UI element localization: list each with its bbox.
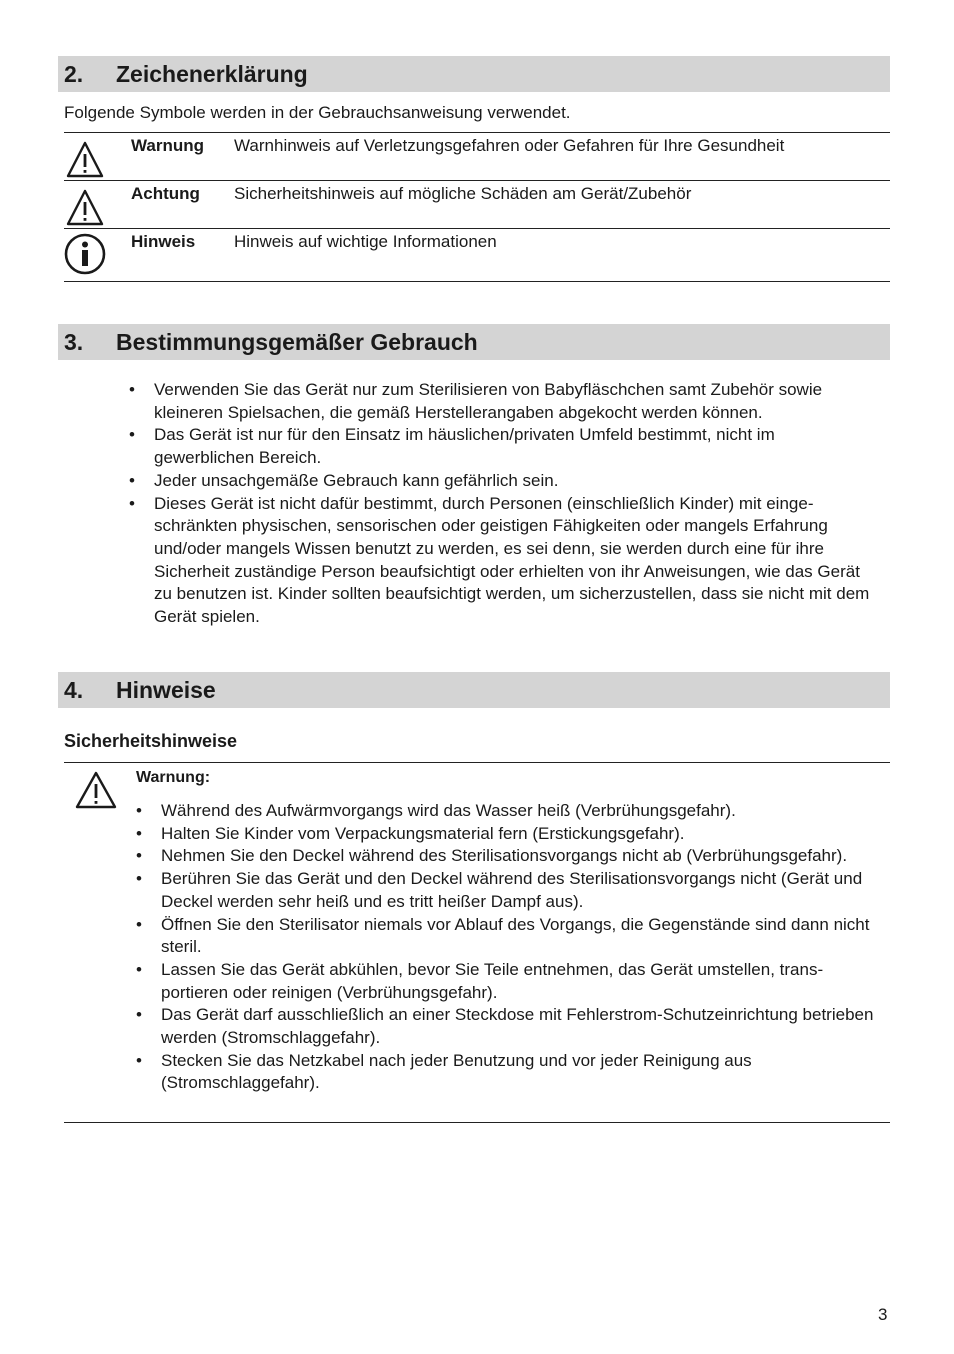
usage-list [129,379,874,629]
symbol-row-hinweis [64,229,890,277]
symbol-term: Hinweis [131,232,196,251]
list-item: • Während des Aufwärmvorgangs wird das Wasser heiß (Verbrühungsgefahr). [136,800,878,823]
list-item: • Stecken Sie das Netzkabel nach jeder Benutzung und vor jeder Reinigung aus (Stromschlaggefahr). [136,1050,878,1095]
symbol-term: Warnung [131,136,205,155]
list-item: • Berühren Sie das Gerät und den Deckel während des Sterilisationsvorgangs nicht (Gerät und Deckel werden sehr heiß und es tritt heißer Dampf aus). [136,868,878,913]
section-4-header [58,672,890,708]
safety-warning-list [136,800,878,1095]
symbol-row-achtung [64,181,890,229]
list-item: • Das Gerät darf ausschließlich an einer Steckdose mit Fehlerstrom-Schutzeinrichtung betrieben werden (Stromschlaggefahr). [136,1004,878,1049]
symbol-description: Hinweis auf wichtige Informationen [234,232,497,251]
symbol-description: Warnhinweis auf Verletzungsgefahren oder Gefahren für Ihre Gesundheit [234,136,785,155]
table-rule [64,281,890,282]
warning-triangle-icon [74,770,118,810]
warning-label: Warnung: [136,769,211,786]
page-number: 3 [878,1305,888,1324]
section-2-number: 2. [64,61,84,87]
list-item: • Nehmen Sie den Deckel während des Sterilisationsvorgangs nicht ab (Verbrühungsgefahr). [136,845,878,868]
info-circle-icon [64,233,106,275]
section-2-title: Zeichenerklärung [116,61,308,87]
warning-box-bottom-rule [64,1122,890,1123]
section-3-header [58,324,890,360]
list-item: • Halten Sie Kinder vom Verpackungsmaterial fern (Erstickungsgefahr). [136,823,878,846]
symbol-description: Sicherheitshinweis auf mögliche Schäden am Gerät/Zubehör [234,184,692,203]
section-3-number: 3. [64,329,84,355]
warning-triangle-icon [64,139,106,181]
section-4-number: 4. [64,677,84,703]
symbol-row-warnung [64,133,890,181]
list-item: • Verwenden Sie das Gerät nur zum Sterilisieren von Babyfläschchen samt Zubehör sowie kleineren Spielsachen, die gemäß Herstellerangaben abgekocht werden können. [129,379,874,424]
list-item: • Das Gerät ist nur für den Einsatz im häuslichen/privaten Umfeld bestimmt, nicht im gewerblichen Bereich. [129,424,874,469]
section-2-header [58,56,890,92]
section-2-intro: Folgende Symbole werden in der Gebrauchsanweisung verwendet. [64,103,571,122]
warning-box-top-rule [64,762,890,763]
section-3-title: Bestimmungsgemäßer Gebrauch [116,329,478,355]
list-item: • Dieses Gerät ist nicht dafür bestimmt, durch Personen (einschließlich Kinder) mit eingeschränkten physischen, sensorischen oder geistigen Fähigkeiten oder mangels Erfahrung und/oder mangels Wissen benutzt zu werden, es sei denn, sie werden durch eine für ihre Sicherheit zuständige Person beaufsichtigt oder erhielten von ihr Anweisungen, wie das Gerät zu benutzen ist. Kinder sollten beaufsichtigt werden, um sicherzustellen, dass sie nicht mit dem Gerät spielen. [129,493,874,629]
list-item: • Öffnen Sie den Sterilisator niemals vor Ablauf des Vorgangs, die Gegenstände sind dann nicht steril. [136,914,878,959]
list-item: • Lassen Sie das Gerät abkühlen, bevor Sie Teile entnehmen, das Gerät umstellen, transportieren oder reinigen (Verbrühungsgefahr). [136,959,878,1004]
symbol-term: Achtung [131,184,200,203]
list-item: • Jeder unsachgemäße Gebrauch kann gefährlich sein. [129,470,874,493]
safety-subheading: Sicherheitshinweise [64,731,238,751]
warning-triangle-icon [64,187,106,229]
section-4-title: Hinweise [116,677,216,703]
